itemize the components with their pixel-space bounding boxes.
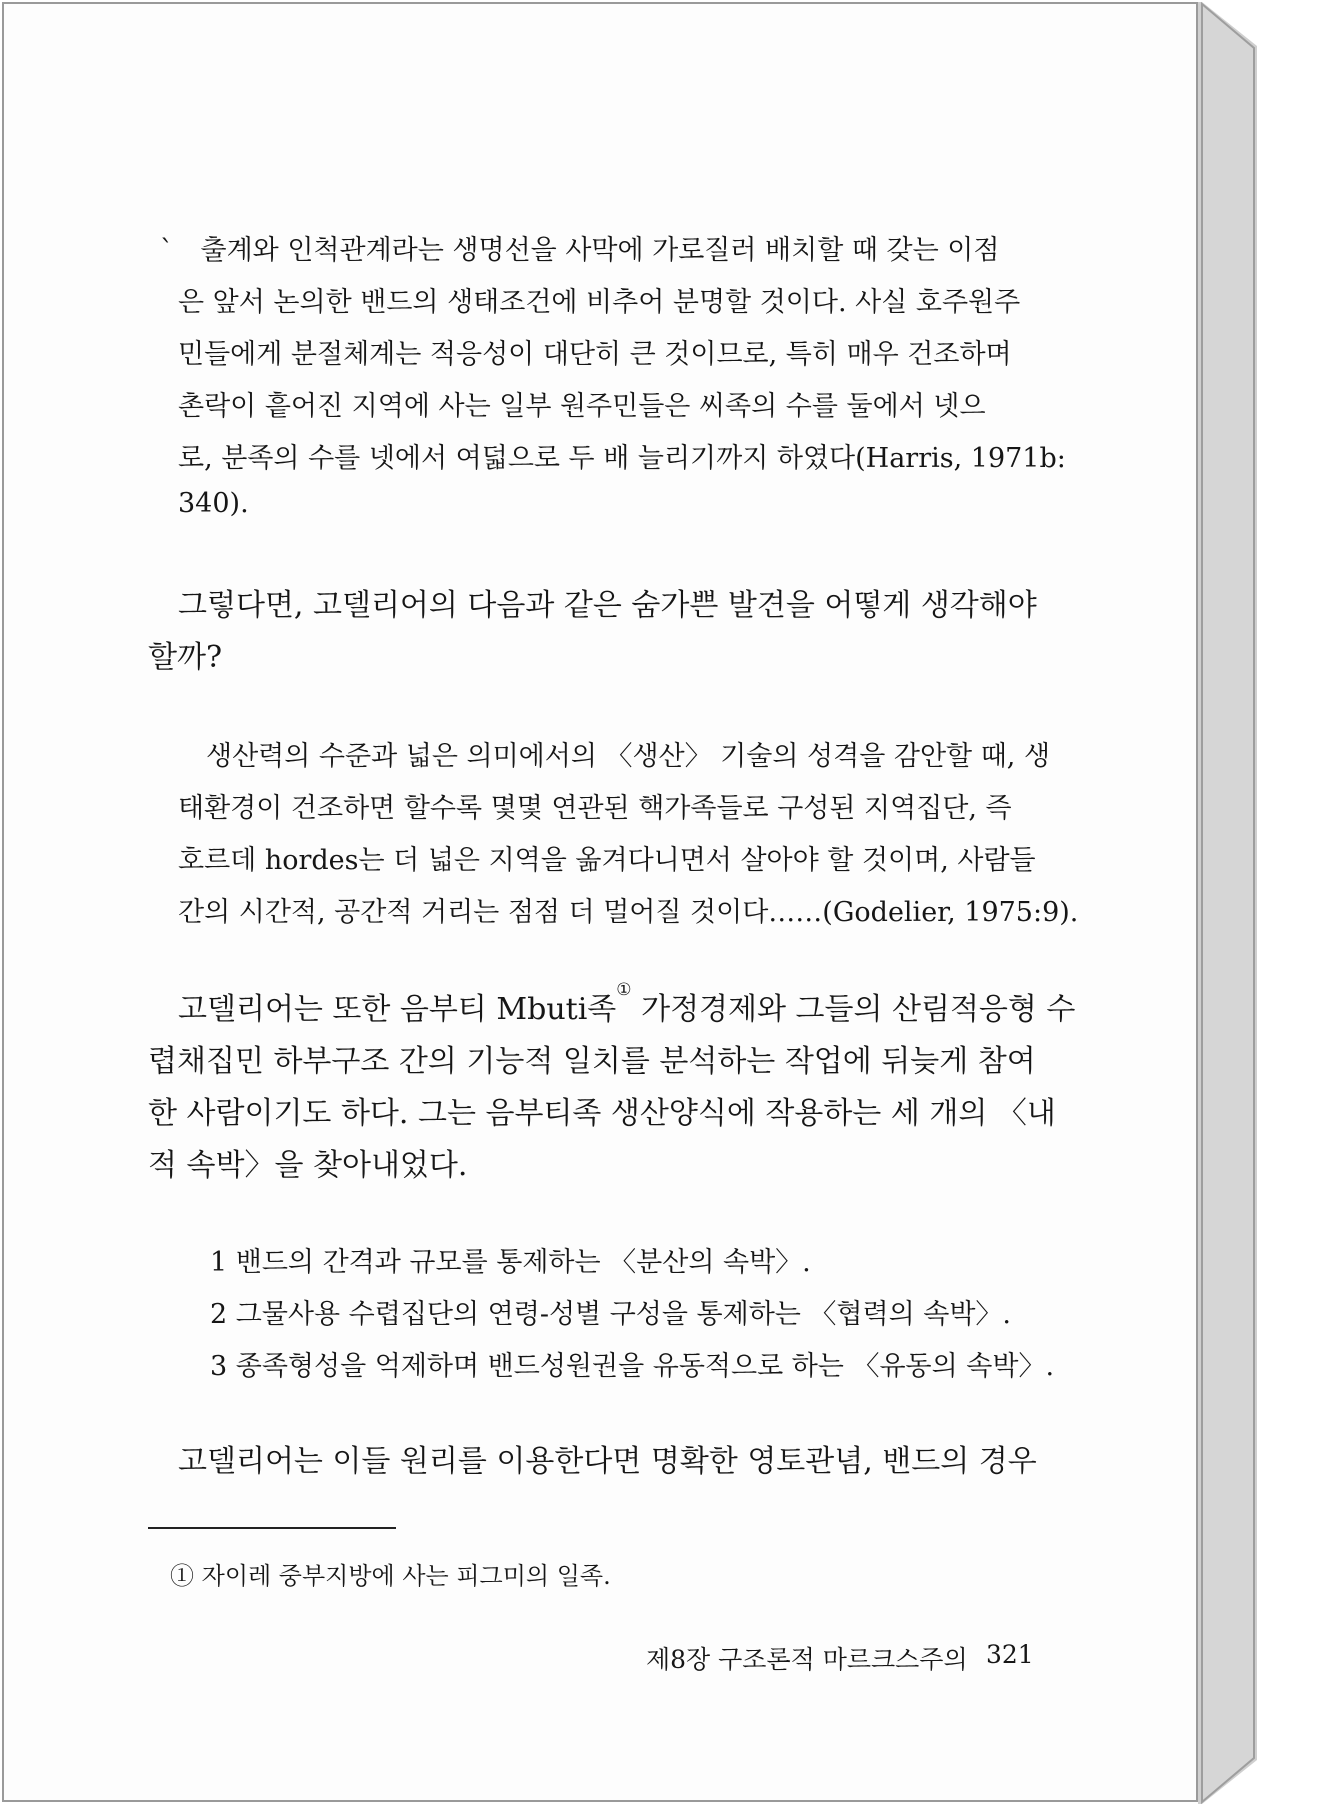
quote-line: ` 출계와 인척관계라는 생명선을 사막에 가로질러 배치할 때 갖는 이점 — [160, 235, 1000, 266]
body-line: 고델리어는 이들 원리를 이용한다면 명확한 영토관념, 밴드의 경우 — [178, 1444, 1037, 1479]
body-line: 렵채집민 하부구조 간의 기능적 일치를 분석하는 작업에 뒤늦게 참여 — [148, 1044, 1036, 1079]
quote-line: 은 앞서 논의한 밴드의 생태조건에 비추어 분명할 것이다. 사실 호주원주 — [178, 287, 1021, 318]
body-line: 한 사람이기도 하다. 그는 음부티족 생산양식에 작용하는 세 개의 〈내 — [148, 1096, 1056, 1131]
quote-line: 민들에게 분절체계는 적응성이 대단히 큰 것이므로, 특히 매우 건조하며 — [178, 339, 1012, 370]
footnote-separator — [148, 1527, 396, 1529]
page-number: 321 — [986, 1640, 1034, 1669]
quote-line: 간의 시간적, 공간적 거리는 점점 더 멀어질 것이다……(Godelier, 1975:9). — [178, 897, 1079, 928]
quote-line: 생산력의 수준과 넓은 의미에서의 〈생산〉 기술의 성격을 감안할 때, 생 — [206, 741, 1051, 772]
quote-line: 촌락이 흩어진 지역에 사는 일부 원주민들은 씨족의 수를 둘에서 넷으 — [178, 391, 986, 422]
list-item: 2 그물사용 수렵집단의 연령-성별 구성을 통제하는 〈협력의 속박〉. — [210, 1299, 1012, 1330]
footnote-reference[interactable]: ① — [616, 980, 632, 1000]
body-line — [178, 980, 1076, 1028]
body-text: 가정경제와 그들의 산림적응형 수 — [631, 992, 1076, 1027]
quote-line: 로, 분족의 수를 넷에서 여덟으로 두 배 늘리기까지 하였다(Harris, 1971b: — [178, 443, 1066, 474]
body-text: 고델리어는 또한 음부티 Mbuti족 — [178, 992, 617, 1027]
chapter-title: 제8장 구조론적 마르크스주의 — [646, 1645, 968, 1674]
footnote: ① 자이레 중부지방에 사는 피그미의 일족. — [170, 1562, 611, 1590]
quote-line: 340). — [178, 488, 249, 519]
list-item: 1 밴드의 간격과 규모를 통제하는 〈분산의 속박〉. — [210, 1247, 811, 1278]
body-line: 할까? — [148, 640, 223, 675]
quote-line: 호르데 hordes는 더 넓은 지역을 옮겨다니면서 살아야 할 것이며, 사람들 — [178, 845, 1036, 876]
body-line: 적 속박〉을 찾아내었다. — [148, 1148, 468, 1183]
list-item: 3 종족형성을 억제하며 밴드성원권을 유동적으로 하는 〈유동의 속박〉. — [210, 1351, 1055, 1382]
body-line: 그렇다면, 고델리어의 다음과 같은 숨가쁜 발견을 어떻게 생각해야 — [178, 588, 1037, 623]
quote-line: 태환경이 건조하면 할수록 몇몇 연관된 핵가족들로 구성된 지역집단, 즉 — [178, 793, 1012, 824]
